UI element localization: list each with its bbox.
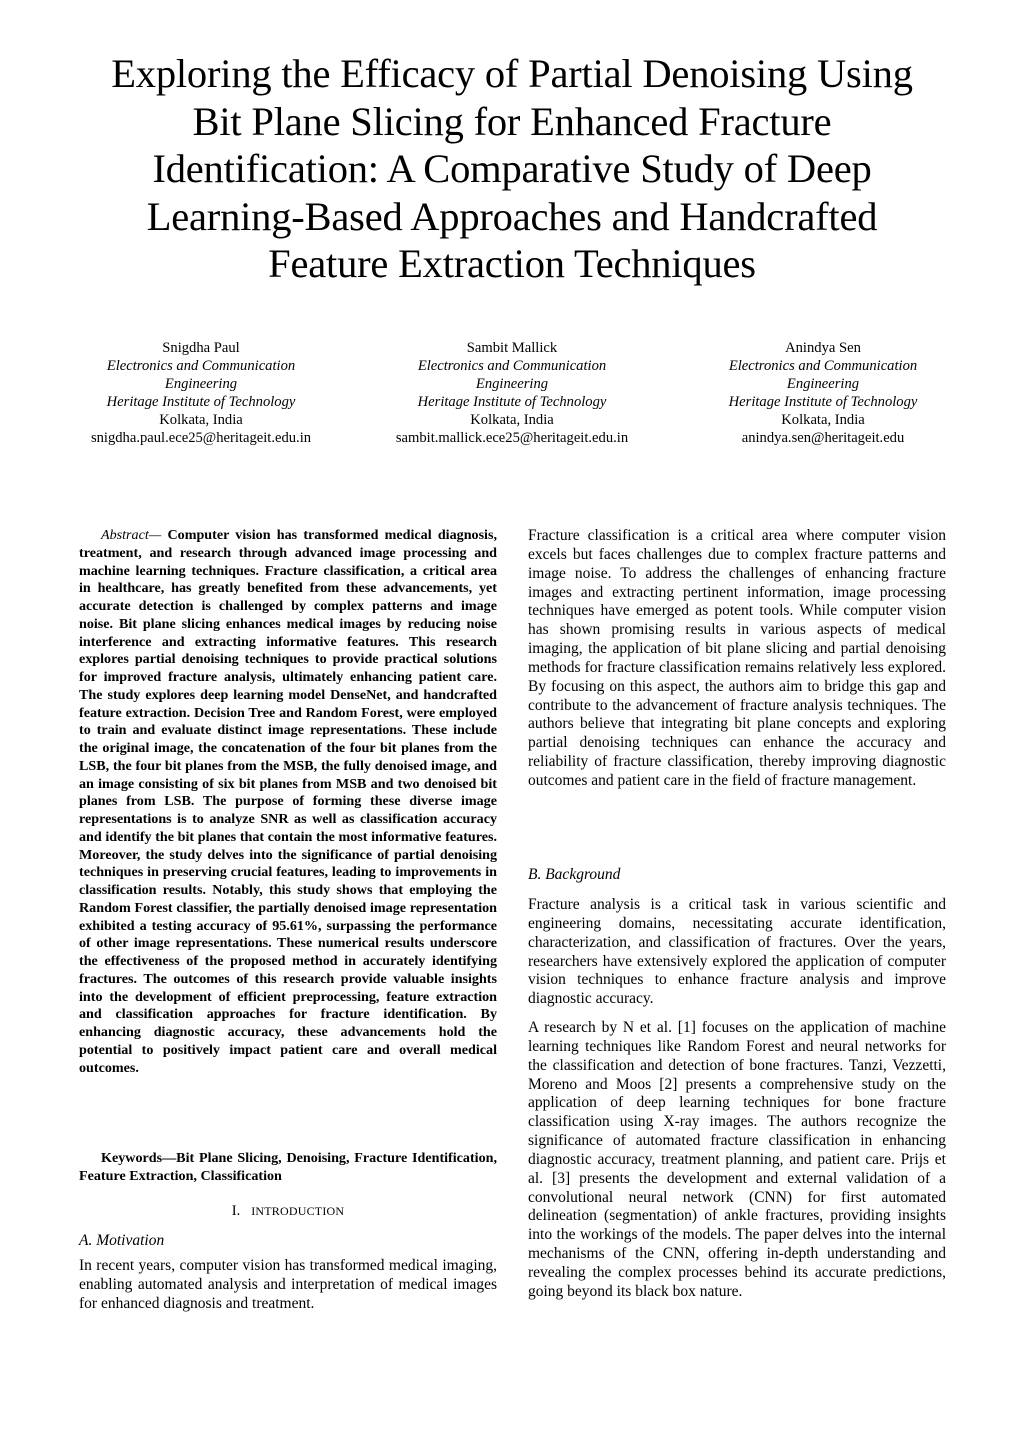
title-line: Feature Extraction Techniques <box>268 241 756 286</box>
keywords-text: Keywords—Bit Plane Slicing, Denoising, Fracture Identification, Feature Extraction, Classification <box>79 1150 497 1184</box>
title-line: Bit Plane Slicing for Enhanced Fracture <box>192 98 832 144</box>
abstract <box>79 527 497 1077</box>
motivation-paragraph-left <box>79 1257 497 1314</box>
author-department: Engineering <box>786 376 860 392</box>
abstract-text: Computer vision has transformed medical diagnosis, treatment, and research through advanced image processing and machine learning techniques. Fracture classification, a critical area in healthcare, has greatly benefited from these advancements, yet accurate detection is challenged by complex patterns and image noise. Bit plane slicing enhances medical images by reducing noise interference and extracting informative features. This research explores partial denoising techniques to provide practical solutions for improved fracture analysis, ultimately enhancing patient care. The study explores deep learning model DenseNet, and handcrafted feature extraction. Decision Tree and Random Forest, were employed to train and evaluate distinct image representations. These include the original image, the concatenation of the four bit planes from the LSB, the four bit planes from the MSB, the fully denoised image, and an image consisting of six bit planes from MSB and two denoised bit planes from LSB. The purpose of forming these diverse image representations is to analyze SNR as well as classification accuracy and identify the bit planes that contain the most informative features. Moreover, the study delves into the significance of partial denoising techniques in preserving crucial features, leading to improvements in classification results. Notably, this study shows that employing the Random Forest classifier, the partially denoised image representation exhibited a testing accuracy of 95.61%, surpassing the performance of other image representations. These numerical results underscore the effectiveness of the proposed method in accurately identifying fractures. The outcomes of this research provide valuable insights into the development of efficient preprocessing, feature extraction and classification approaches for fracture identification. By enhancing diagnostic accuracy, these advancements hold the potential to positively impact patient care and overall medical outcomes. <box>79 527 497 1076</box>
author-location: Kolkata, India <box>470 412 554 428</box>
background-paragraph-2 <box>528 1019 946 1302</box>
author-institute: Heritage Institute of Technology <box>728 394 918 410</box>
author-location: Kolkata, India <box>781 412 865 428</box>
section-number: I. <box>231 1203 241 1219</box>
title-line: Identification: A Comparative Study of Deep <box>152 146 872 191</box>
author-location: Kolkata, India <box>159 412 243 428</box>
subsection-heading-motivation: A. Motivation <box>79 1232 165 1249</box>
background-paragraph-1 <box>528 896 946 1009</box>
title-line: Exploring the Efficacy of Partial Denoising Using <box>111 51 913 96</box>
paragraph: A research by N et al. [1] focuses on the application of machine learning techniques like Random Forest and neural networks for the classification and detection of bone fractures. Tanzi, Vezzetti, Moreno and Moos [2] presents a comprehensive study on the application of deep learning techniques for bone fracture classification using X-ray images. The authors recognize the significance of automated fracture classification in enhancing diagnostic accuracy, treatment planning, and patient care. Prijs et al. [3] presents the development and external validation of a convolutional neural network (CNN) for first automated delineation (segmentation) of ankle fractures, providing insights into the workings of the models. The paper delves into the internal mechanisms of the CNN, offering in-depth understanding and revealing the complex processes behind its accurate predictions, going beyond its black box nature. <box>528 1019 946 1300</box>
author-department: Electronics and Communication <box>728 358 918 374</box>
author-name: Anindya Sen <box>785 340 861 356</box>
paragraph: Fracture classification is a critical area where computer vision excels but faces challenges due to complex fracture patterns and image noise. To address the challenges of enhancing fracture images and extracting pertinent information, image processing techniques have emerged as potent tools. While computer vision has shown promising results in various aspects of medical imaging, the application of bit plane slicing and partial denoising methods for fracture classification remains relatively less explored. By focusing on this aspect, the authors aim to bridge this gap and contribute to the advancement of fracture analysis techniques. The authors believe that integrating bit plane concepts and exploring partial denoising techniques can enhance the accuracy and reliability of fracture classification, thereby improving diagnostic outcomes and patient care in the field of fracture management. <box>528 527 946 789</box>
paper-title <box>60 50 964 288</box>
author-name: Snigdha Paul <box>162 340 240 356</box>
author-department: Electronics and Communication <box>106 358 296 374</box>
author-department: Engineering <box>475 376 549 392</box>
section-heading <box>79 1203 497 1220</box>
author-email: sambit.mallick.ece25@heritageit.edu.in <box>395 430 629 446</box>
author-email: anindya.sen@heritageit.edu <box>741 430 905 446</box>
section-title: INTRODUCTION <box>251 1204 345 1218</box>
author-institute: Heritage Institute of Technology <box>106 394 296 410</box>
paragraph: In recent years, computer vision has transformed medical imaging, enabling automated analysis and interpretation of medical images for enhanced diagnosis and treatment. <box>79 1257 497 1312</box>
keywords <box>79 1150 497 1186</box>
author-email: snigdha.paul.ece25@heritageit.edu.in <box>90 430 312 446</box>
author-department: Electronics and Communication <box>417 358 607 374</box>
paragraph: Fracture analysis is a critical task in various scientific and engineering domains, necessitating accurate identification, characterization, and classification of fractures. Over the years, researchers have extensively explored the application of computer vision techniques to enhance fracture analysis and improve diagnostic accuracy. <box>528 896 946 1008</box>
author-name: Sambit Mallick <box>466 340 558 356</box>
author-block-1 <box>71 339 331 447</box>
abstract-label: Abstract— <box>101 527 162 543</box>
subsection-heading-background: B. Background <box>528 866 621 883</box>
author-department: Engineering <box>164 376 238 392</box>
author-block-2 <box>382 339 642 447</box>
author-block-3 <box>693 339 953 447</box>
motivation-paragraph-right <box>528 527 946 791</box>
title-line: Learning-Based Approaches and Handcrafted <box>146 193 878 239</box>
author-institute: Heritage Institute of Technology <box>417 394 607 410</box>
